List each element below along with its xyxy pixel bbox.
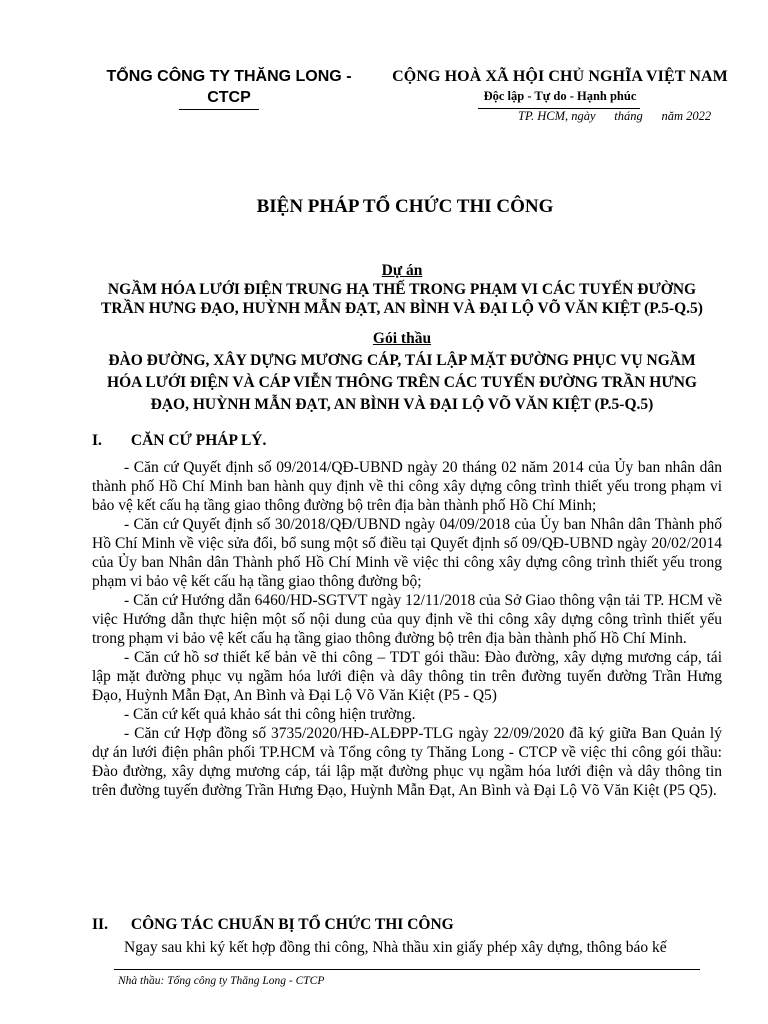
- national-motto: Độc lập - Tự do - Hạnh phúc: [483, 89, 637, 103]
- company-name-line1: TỔNG CÔNG TY THĂNG LONG -: [106, 68, 352, 85]
- legal-basis-paragraph: - Căn cứ Quyết định số 30/2018/QĐ/UBND ngày 04/09/2018 của Ủy ban Nhân dân Thành phố Hồ Chí Minh về việc sửa đổi, bổ sung một số điều tại Quyết định số 09/QĐ-UBND ngày 20/02/2014 của Ủy ban Nhân dân Thành phố Hồ Chí Minh về việc thi công xây dựng công trình thiết yếu trong phạm vi bảo vệ kết cấu hạ tầng giao thông đường bộ;: [92, 516, 722, 590]
- legal-basis-paragraph: - Căn cứ Quyết định số 09/2014/QĐ-UBND ngày 20 tháng 02 năm 2014 của Ủy ban nhân dân thành phố Hồ Chí Minh ban hành quy định về thi công xây dựng công trình thiết yếu trong phạm vi bảo vệ kết cấu hạ tầng giao thông đường bộ trên địa bàn thành phố Hồ Chí Minh;: [92, 459, 722, 514]
- package-line2: HÓA LƯỚI ĐIỆN VÀ CÁP VIỄN THÔNG TRÊN CÁC TUYẾN ĐƯỜNG TRẦN HƯNG: [107, 374, 697, 391]
- nation-name: CỘNG HOÀ XÃ HỘI CHỦ NGHĨA VIỆT NAM: [392, 68, 728, 85]
- legal-basis-paragraph: - Căn cứ Hợp đồng số 3735/2020/HĐ-ALĐPP-TLG ngày 22/09/2020 đã ký giữa Ban Quản lý dự án lưới điện phân phối TP.HCM và Tổng công ty Thăng Long - CTCP về việc thi công gói thầu: Đào đường, xây dựng mương cáp, tái lập mặt đường phục vụ ngầm hóa lưới điện và dây thông tin trên đường tuyến đường Trần Hưng Đạo, Huỳnh Mẫn Đạt, An Bình và Đại Lộ Võ Văn Kiệt (P5 Q5).: [92, 725, 722, 799]
- company-name-line2: CTCP: [207, 89, 251, 106]
- section2-first-line: Ngay sau khi ký kết hợp đồng thi công, Nhà thầu xin giấy phép xây dựng, thông báo kế: [124, 939, 667, 956]
- dateline: TP. HCM, ngày tháng năm 2022: [518, 109, 712, 123]
- section2-number: II.: [92, 916, 108, 933]
- company-underline: [179, 109, 259, 110]
- project-line1: NGẦM HÓA LƯỚI ĐIỆN TRUNG HẠ THẾ TRONG PHẠM VI CÁC TUYẾN ĐƯỜNG: [107, 281, 697, 298]
- national-heading: [382, 66, 738, 105]
- package-line1: ĐÀO ĐƯỜNG, XÂY DỰNG MƯƠNG CÁP, TÁI LẬP MẶT ĐƯỜNG PHỤC VỤ NGẦM: [108, 352, 696, 369]
- project-block: [62, 261, 742, 318]
- section1-body: [92, 458, 722, 800]
- project-label: Dự án: [381, 262, 423, 279]
- section2-heading: [92, 916, 454, 934]
- package-line3: ĐẠO, HUỲNH MẪN ĐẠT, AN BÌNH VÀ ĐẠI LỘ VÕ VĂN KIỆT (P.5-Q.5): [150, 396, 654, 413]
- footer-rule: [114, 969, 700, 970]
- section2-title: CÔNG TÁC CHUẨN BỊ TỔ CHỨC THI CÔNG: [130, 916, 454, 933]
- project-line2: TRẦN HƯNG ĐẠO, HUỲNH MẪN ĐẠT, AN BÌNH VÀ ĐẠI LỘ VÕ VĂN KIỆT (P.5-Q.5): [101, 300, 703, 317]
- section1-title: CĂN CỨ PHÁP LÝ.: [130, 432, 267, 449]
- footer-text: Nhà thầu: Tổng công ty Thăng Long - CTCP: [118, 975, 325, 987]
- company-name: [84, 66, 374, 108]
- section1-heading: [92, 432, 266, 450]
- legal-basis-paragraph: - Căn cứ hồ sơ thiết kế bản vẽ thi công – TDT gói thầu: Đào đường, xây dựng mương cáp, tái lập mặt đường phục vụ ngầm hóa lưới điện và dây thông tin trên đường tuyến đường Trần Hưng Đạo, Huỳnh Mẫn Đạt, An Bình và Đại Lộ Võ Văn Kiệt (P5 - Q5): [92, 649, 722, 704]
- document-title: BIỆN PHÁP TỔ CHỨC THI CÔNG: [256, 196, 554, 217]
- package-label: Gói thầu: [372, 330, 432, 347]
- legal-basis-paragraph: - Căn cứ Hướng dẫn 6460/HD-SGTVT ngày 12/11/2018 của Sở Giao thông vận tải TP. HCM về việc Hướng dẫn thực hiện một số nội dung của quy định về thi công xây dựng công trình thiết yếu trong phạm vi bảo vệ kết cấu hạ tầng giao thông đường bộ trên địa bàn thành phố Hồ Chí Minh.: [92, 592, 722, 647]
- section2-body: [92, 938, 722, 957]
- section1-number: I.: [92, 432, 102, 449]
- legal-basis-paragraph: - Căn cứ kết quả khảo sát thi công hiện trường.: [124, 706, 416, 723]
- package-block: [62, 328, 742, 416]
